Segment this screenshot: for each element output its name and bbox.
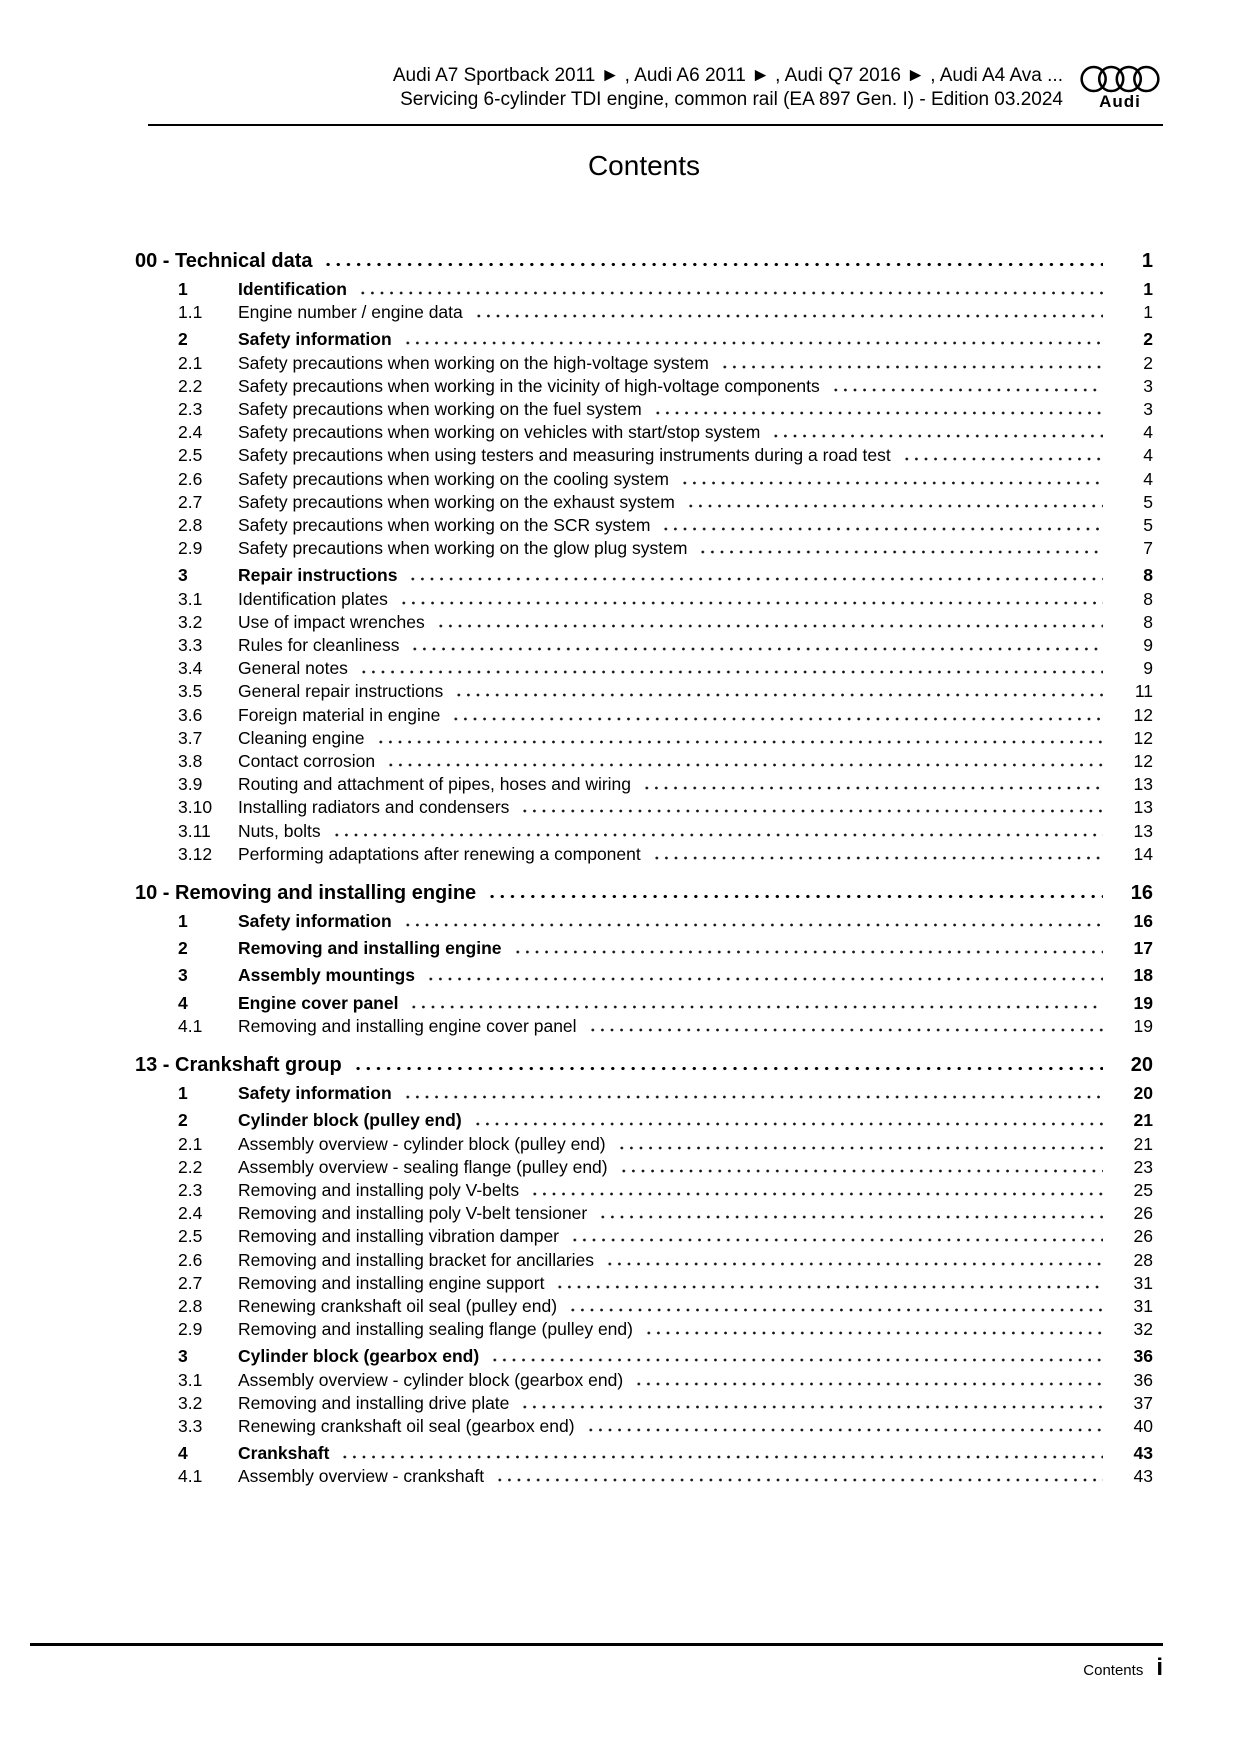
toc-entry-row [135,1179,1153,1202]
toc-entry-page: 12 [1133,751,1153,772]
dot-leader [410,647,1103,651]
toc-entry-number: 2.7 [178,491,203,512]
toc-entry-title: Assembly overview - cylinder block (gearbox end) [238,1369,624,1390]
toc-entry-number: 2.5 [178,445,203,466]
toc-entry-number: 4.1 [178,1466,203,1487]
dot-leader [698,550,1103,554]
toc-entry-title: Removing and installing engine cover panel [238,1015,577,1036]
dot-leader [598,1215,1103,1219]
toc-entry-row [135,1345,1153,1368]
dot-leader [520,1405,1103,1409]
toc-entry-number: 3 [178,1346,188,1367]
footer-page-number: i [1156,1654,1163,1681]
dot-leader [771,434,1103,438]
toc-entry-number: 1 [178,279,188,299]
toc-entry-title: Contact corrosion [238,751,376,772]
footer-section-label: Contents [1083,1662,1144,1679]
toc-entry-number: 2.3 [178,1179,203,1200]
toc-entry-page: 5 [1143,515,1153,536]
toc-entry-title: Safety information [238,911,392,932]
toc-entry-page: 31 [1133,1272,1153,1293]
toc-entry-number: 3.2 [178,1392,203,1413]
toc-chapter-page: 1 [1141,250,1153,272]
dot-leader [555,1285,1103,1289]
toc-entry-number: 2.2 [178,1156,203,1177]
toc-entry-row [135,1415,1153,1438]
toc-entry-number: 3.5 [178,681,203,702]
toc-chapter-label: 13 - Crankshaft group [135,1054,342,1077]
toc-entry-row [135,992,1153,1015]
dot-leader [653,411,1103,415]
toc-entry-row [135,537,1153,560]
toc-entry-number: 3.7 [178,727,203,748]
toc-entry-number: 2.1 [178,352,203,373]
toc-entry-title: Repair instructions [238,565,398,586]
toc-entry-page: 9 [1143,658,1153,679]
toc-entry-page: 4 [1143,468,1153,489]
toc-entry-page: 31 [1133,1295,1153,1316]
toc-entry-row [135,328,1153,351]
toc-entry-title: Performing adaptations after renewing a component [238,843,641,864]
toc-entry-page: 23 [1133,1156,1153,1177]
toc-entry-page: 17 [1133,938,1153,959]
dot-leader [570,1238,1103,1242]
dot-leader [634,1382,1103,1386]
toc-entry-number: 2.6 [178,468,203,489]
dot-leader [605,1262,1103,1266]
toc-entry-page: 2 [1143,329,1153,350]
toc-entry-title: Engine number / engine data [238,302,463,323]
toc-entry-title: Removing and installing vibration damper [238,1226,560,1247]
toc-entry-page: 12 [1133,727,1153,748]
toc-entry-row [135,1392,1153,1415]
toc-entry-row [135,1249,1153,1272]
toc-entry-title: Identification plates [238,588,388,609]
toc-entry-number: 2.3 [178,399,203,420]
toc-entry-row [135,301,1153,324]
toc-entry-title: Safety precautions when working on the SCR system [238,515,651,536]
toc-entry-title: Safety precautions when working on the fuel system [238,399,642,420]
toc-entry-page: 43 [1133,1466,1153,1487]
toc-chapter-label: 10 - Removing and installing engine [135,882,477,905]
toc-entry-title: Safety precautions when working on the glow plug system [238,538,688,559]
toc-entry-title: Cylinder block (gearbox end) [238,1346,480,1367]
dot-leader [403,1095,1103,1099]
toc-chapter-page: 16 [1130,882,1153,905]
toc-entry-page: 28 [1133,1249,1153,1270]
toc-entry-title: Nuts, bolts [238,820,321,841]
dot-leader [642,786,1103,790]
toc-entry-row [135,796,1153,819]
dot-leader [530,1192,1103,1196]
toc-entry-row [135,773,1153,796]
toc-entry-page: 8 [1143,611,1153,632]
header-models-line: Audi A7 Sportback 2011 ► , Audi A6 2011 ► , Audi Q7 2016 ► , Audi A4 Ava ... [392,65,1063,86]
toc-entry-page: 26 [1133,1226,1153,1247]
toc-entry-row [135,491,1153,514]
toc-entry-page: 21 [1133,1110,1153,1131]
toc-entry-title: Safety precautions when working on vehicles with start/stop system [238,422,761,443]
dot-leader [720,365,1103,369]
header-text-block [135,64,1077,112]
toc-entry-number: 1 [178,911,188,932]
dot-leader [386,763,1103,767]
toc-entry-row [135,375,1153,398]
toc-entry-title: Use of impact wrenches [238,611,425,632]
toc-entry-page: 1 [1143,279,1153,299]
toc-entry-row [135,611,1153,634]
toc-entry-number: 1 [178,1083,188,1104]
dot-leader [474,314,1103,318]
toc-entry-number: 2 [178,938,188,959]
toc-entry-page: 18 [1133,965,1153,986]
toc-entry-row [135,1082,1153,1105]
toc-entry-row [135,588,1153,611]
toc-entry-number: 3.1 [178,588,203,609]
toc-entry-page: 5 [1143,491,1153,512]
toc-entry-title: Removing and installing engine [238,938,502,959]
toc-entry-number: 2.8 [178,515,203,536]
dot-leader [359,670,1103,674]
toc-entry-title: Rules for cleanliness [238,635,400,656]
dot-leader [513,950,1104,954]
toc-entry-page: 36 [1133,1346,1153,1367]
toc-entry-row [135,468,1153,491]
dot-leader [520,809,1103,813]
toc-entry-row [135,750,1153,773]
audi-logo [1077,65,1163,112]
toc-entry-title: Cleaning engine [238,727,365,748]
toc-entry-row [135,657,1153,680]
toc-entry-title: Assembly mountings [238,965,415,986]
toc-entry-page: 9 [1143,635,1153,656]
toc-entry-page: 40 [1133,1415,1153,1436]
toc-entry-number: 4 [178,1443,188,1464]
toc-entry-number: 2.9 [178,1319,203,1340]
toc-entry-page: 43 [1133,1443,1153,1464]
toc-entry-row [135,820,1153,843]
toc-entry-row [135,398,1153,421]
toc-entry-number: 3.11 [178,820,211,841]
dot-leader [408,577,1103,581]
toc-entry-title: Assembly overview - cylinder block (pulley end) [238,1133,606,1154]
toc-entry-title: Safety precautions when working in the vicinity of high-voltage components [238,375,820,396]
toc-entry-row [135,352,1153,375]
toc-entry-number: 3.12 [178,843,213,864]
toc-entry-page: 8 [1143,565,1153,586]
toc-entry-number: 3.8 [178,751,203,772]
dot-leader [490,1358,1103,1362]
dot-leader [436,624,1103,628]
toc-entry-page: 19 [1133,1015,1153,1036]
dot-leader [619,1169,1103,1173]
toc-entry-number: 2.4 [178,1203,203,1224]
toc-entry-page: 36 [1133,1369,1153,1390]
toc-entry-number: 1.1 [178,302,203,323]
toc-entry-number: 3.10 [178,797,213,818]
toc-entry-number: 2.1 [178,1133,203,1154]
toc-entry-page: 21 [1133,1133,1153,1154]
toc-entry-row [135,1225,1153,1248]
dot-leader [680,481,1103,485]
dot-leader [473,1122,1103,1126]
footer-divider [30,1643,1163,1646]
toc-entry-row [135,964,1153,987]
toc-entry-title: Installing radiators and condensers [238,797,510,818]
toc-entry-number: 3.1 [178,1369,203,1390]
toc-entry-number: 2.7 [178,1272,203,1293]
audi-rings-icon [1077,65,1163,93]
toc-entry-row [135,1369,1153,1392]
dot-leader [644,1331,1103,1335]
toc-entry-page: 12 [1133,704,1153,725]
toc-entry-row [135,278,1153,301]
toc-entry-number: 3.2 [178,611,203,632]
toc-entry-row [135,937,1153,960]
toc-entry-number: 2.9 [178,538,203,559]
toc-entry-number: 2.6 [178,1249,203,1270]
dot-leader [487,894,1103,899]
toc-entry-number: 4 [178,992,188,1013]
toc-entry-title: Removing and installing poly V-belts [238,1179,520,1200]
toc-entry-number: 2.8 [178,1295,203,1316]
toc-entry-title: Routing and attachment of pipes, hoses and wiring [238,774,632,795]
toc-entry-page: 4 [1143,445,1153,466]
toc [135,234,1153,1489]
dot-leader [451,717,1103,721]
header-subtitle-line: Servicing 6-cylinder TDI engine, common rail (EA 897 Gen. I) - Edition 03.2024 [400,89,1063,110]
audi-wordmark: Audi [1099,92,1141,111]
dot-leader [403,923,1103,927]
dot-leader [652,856,1103,860]
dot-leader [661,527,1103,531]
toc-entry-page: 20 [1133,1083,1153,1104]
dot-leader [617,1146,1103,1150]
dot-leader [353,1066,1103,1071]
toc-entry-row [135,514,1153,537]
toc-entry-page: 25 [1133,1179,1153,1200]
dot-leader [332,833,1103,837]
dot-leader [426,977,1103,981]
toc-entry-page: 32 [1133,1319,1153,1340]
toc-entry-title: Removing and installing drive plate [238,1392,510,1413]
dot-leader [376,740,1104,744]
dot-leader [588,1028,1103,1032]
dot-leader [831,388,1103,392]
toc-entry-title: Safety information [238,1083,392,1104]
toc-chapter-label: 00 - Technical data [135,250,313,272]
toc-entry-row [135,564,1153,587]
toc-entry-page: 7 [1143,538,1153,559]
dot-leader [399,601,1103,605]
toc-entry-title: Safety precautions when working on the exhaust system [238,491,675,512]
toc-entry-number: 4.1 [178,1015,203,1036]
toc-entry-number: 3.6 [178,704,203,725]
toc-entry-page: 26 [1133,1203,1153,1224]
toc-entry-title: Renewing crankshaft oil seal (gearbox end) [238,1415,575,1436]
toc-entry-row [135,1442,1153,1465]
toc-entry-page: 13 [1133,797,1153,818]
toc-entry-page: 1 [1143,302,1153,323]
toc-entry-number: 3.9 [178,774,203,795]
toc-entry-row [135,1133,1153,1156]
toc-entry-row [135,843,1153,866]
dot-leader [495,1478,1103,1482]
toc-entry-title: Removing and installing engine support [238,1272,545,1293]
toc-entry-page: 11 [1134,681,1153,702]
toc-chapter-page: 20 [1130,1054,1153,1077]
toc-entry-title: Removing and installing poly V-belt tensioner [238,1203,588,1224]
toc-entry-page: 3 [1143,399,1153,420]
toc-entry-title: Cylinder block (pulley end) [238,1110,462,1131]
toc-entry-row [135,1156,1153,1179]
toc-entry-number: 3 [178,565,188,586]
dot-leader [409,1005,1103,1009]
toc-entry-row [135,1465,1153,1488]
page-title: Contents [587,150,701,181]
toc-entry-title: Identification [238,279,347,299]
toc-entry-title: Engine cover panel [238,992,399,1013]
toc-entry-row [135,1109,1153,1132]
toc-entry-page: 13 [1133,774,1153,795]
toc-entry-row [135,910,1153,933]
toc-entry-title: Assembly overview - crankshaft [238,1466,485,1487]
toc-entry-row [135,1272,1153,1295]
toc-entry-number: 2.4 [178,422,203,443]
toc-chapter-row [135,881,1153,906]
toc-entry-number: 3.3 [178,1415,203,1436]
toc-entry-row [135,1202,1153,1225]
toc-entry-row [135,1318,1153,1341]
dot-leader [568,1308,1103,1312]
dot-leader [403,341,1103,345]
dot-leader [340,1455,1103,1459]
toc-entry-title: Removing and installing bracket for ancillaries [238,1249,595,1270]
toc-entry-title: Safety precautions when using testers and measuring instruments during a road test [238,445,891,466]
toc-entry-title: Foreign material in engine [238,704,441,725]
toc-entry-title: Crankshaft [238,1443,330,1464]
toc-entry-page: 2 [1143,352,1153,373]
toc-entry-page: 16 [1133,911,1153,932]
toc-entry-page: 37 [1133,1392,1153,1413]
toc-entry-page: 4 [1143,422,1153,443]
page-header [135,64,1163,112]
dot-leader [358,291,1103,295]
toc-entry-page: 14 [1133,843,1153,864]
toc-chapter-row [135,249,1153,274]
dot-leader [586,1428,1103,1432]
dot-leader [686,504,1103,508]
toc-entry-number: 2.2 [178,375,203,396]
toc-entry-row [135,634,1153,657]
toc-entry-page: 3 [1143,375,1153,396]
dot-leader [454,693,1103,697]
toc-entry-number: 2 [178,329,188,350]
toc-entry-page: 13 [1133,820,1153,841]
toc-entry-number: 3.4 [178,658,203,679]
toc-entry-number: 2 [178,1110,188,1131]
toc-entry-title: General notes [238,658,348,679]
toc-entry-title: Safety precautions when working on the high-voltage system [238,352,709,373]
toc-entry-page: 8 [1143,588,1153,609]
toc-entry-row [135,1295,1153,1318]
toc-entry-row [135,421,1153,444]
toc-entry-row [135,704,1153,727]
toc-entry-row [135,680,1153,703]
toc-entry-number: 3 [178,965,188,986]
toc-entry-row [135,1015,1153,1038]
toc-entry-page: 19 [1133,992,1153,1013]
toc-chapter-row [135,1053,1153,1078]
header-divider [148,124,1163,126]
page-footer [30,1654,1163,1682]
toc-entry-number: 3.3 [178,635,203,656]
toc-entry-title: Removing and installing sealing flange (pulley end) [238,1319,633,1340]
toc-entry-title: Renewing crankshaft oil seal (pulley end) [238,1295,558,1316]
dot-leader [902,457,1103,461]
toc-entry-row [135,727,1153,750]
dot-leader [323,262,1103,267]
toc-entry-number: 2.5 [178,1226,203,1247]
toc-entry-title: General repair instructions [238,681,444,702]
toc-entry-title: Safety precautions when working on the cooling system [238,468,669,489]
toc-entry-title: Safety information [238,329,392,350]
toc-entry-row [135,444,1153,467]
toc-entry-title: Assembly overview - sealing flange (pulley end) [238,1156,608,1177]
